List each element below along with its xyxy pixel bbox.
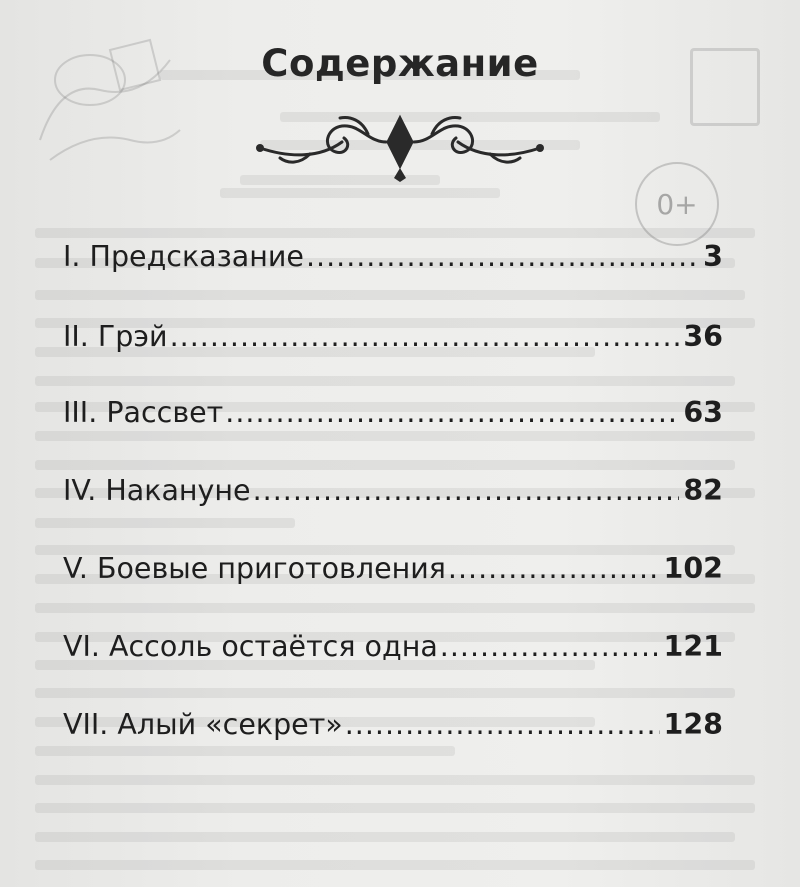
dot-leader bbox=[440, 630, 660, 663]
dot-leader bbox=[448, 552, 660, 585]
toc-entry-page: 36 bbox=[683, 320, 723, 353]
toc-entry-title: V. Боевые приготовления bbox=[63, 552, 446, 585]
toc-entry-4 bbox=[63, 474, 723, 524]
age-rating-badge bbox=[635, 162, 719, 246]
toc-entry-title: VI. Ассоль остаётся одна bbox=[63, 630, 438, 663]
toc-entry-7 bbox=[63, 708, 723, 758]
toc-entry-title: II. Грэй bbox=[63, 320, 168, 353]
dot-leader bbox=[253, 474, 680, 507]
toc-entry-3 bbox=[63, 396, 723, 446]
toc-entry-5 bbox=[63, 552, 723, 602]
toc-entry-page: 3 bbox=[703, 240, 723, 273]
toc-entry-title: IV. Накануне bbox=[63, 474, 251, 507]
toc-entry-page: 82 bbox=[683, 474, 723, 507]
toc-entry-title: III. Рассвет bbox=[63, 396, 224, 429]
toc-entry-1 bbox=[63, 240, 723, 290]
toc-entry-page: 63 bbox=[683, 396, 723, 429]
toc-entry-page: 121 bbox=[663, 630, 723, 663]
toc-entry-title: I. Предсказание bbox=[63, 240, 304, 273]
dot-leader bbox=[345, 708, 660, 741]
dot-leader bbox=[306, 240, 699, 273]
toc-entry-title: VII. Алый «секрет» bbox=[63, 708, 343, 741]
toc-entry-page: 128 bbox=[663, 708, 723, 741]
toc-entry-2 bbox=[63, 320, 723, 370]
toc-entry-page: 102 bbox=[663, 552, 723, 585]
decorative-flourish bbox=[250, 112, 550, 182]
dot-leader bbox=[225, 396, 679, 429]
page-title: Содержание bbox=[261, 42, 539, 85]
age-rating-text: 0+ bbox=[656, 187, 698, 221]
dot-leader bbox=[170, 320, 680, 353]
toc-entry-6 bbox=[63, 630, 723, 680]
